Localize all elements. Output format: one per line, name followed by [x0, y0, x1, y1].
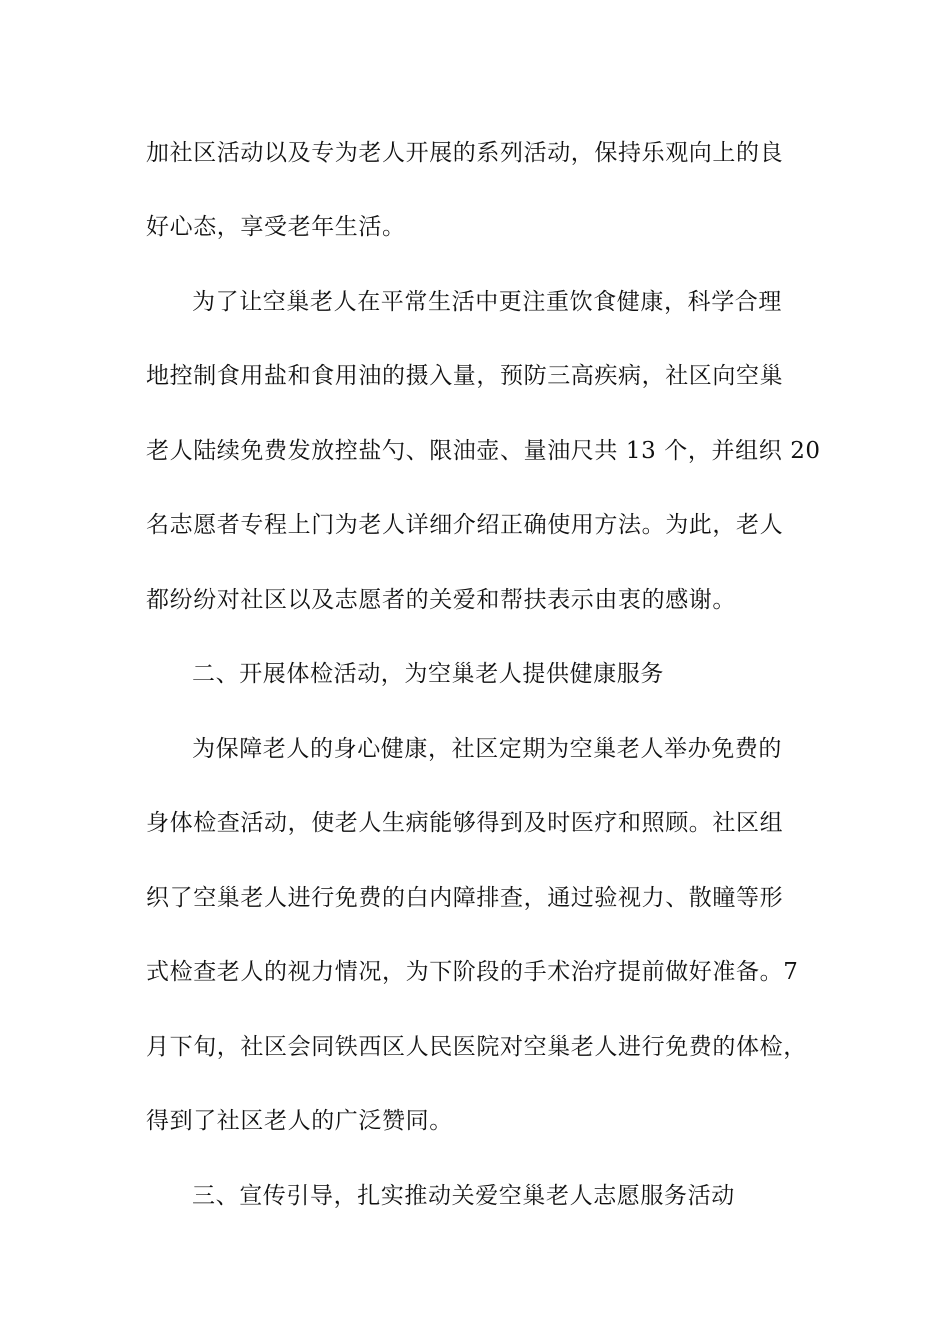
paragraph-line: 式检查老人的视力情况，为下阶段的手术治疗提前做好准备。7	[146, 959, 799, 985]
paragraph-line: 身体检查活动，使老人生病能够得到及时医疗和照顾。社区组	[146, 810, 784, 836]
paragraph-line: 老人陆续免费发放控盐勺、限油壶、量油尺共 13 个，并组织 20	[146, 438, 821, 464]
paragraph-line: 得到了社区老人的广泛赞同。	[146, 1108, 453, 1134]
paragraph-line: 名志愿者专程上门为老人详细介绍正确使用方法。为此，老人	[146, 512, 784, 538]
paragraph-line: 为保障老人的身心健康，社区定期为空巢老人举办免费的	[192, 736, 782, 762]
paragraph-line: 加社区活动以及专为老人开展的系列活动，保持乐观向上的良	[146, 140, 784, 166]
section-heading: 二、开展体检活动，为空巢老人提供健康服务	[192, 661, 664, 687]
paragraph-line: 地控制食用盐和食用油的摄入量，预防三高疾病，社区向空巢	[146, 363, 784, 389]
paragraph-line: 好心态，享受老年生活。	[146, 214, 406, 240]
paragraph-line: 月下旬，社区会同铁西区人民医院对空巢老人进行免费的体检，	[146, 1034, 807, 1060]
paragraph-line: 织了空巢老人进行免费的白内障排查，通过验视力、散瞳等形	[146, 885, 784, 911]
paragraph-line: 为了让空巢老人在平常生活中更注重饮食健康，科学合理	[192, 289, 782, 315]
paragraph-line: 都纷纷对社区以及志愿者的关爱和帮扶表示由衷的感谢。	[146, 587, 736, 613]
section-heading: 三、宣传引导，扎实推动关爱空巢老人志愿服务活动	[192, 1183, 735, 1209]
